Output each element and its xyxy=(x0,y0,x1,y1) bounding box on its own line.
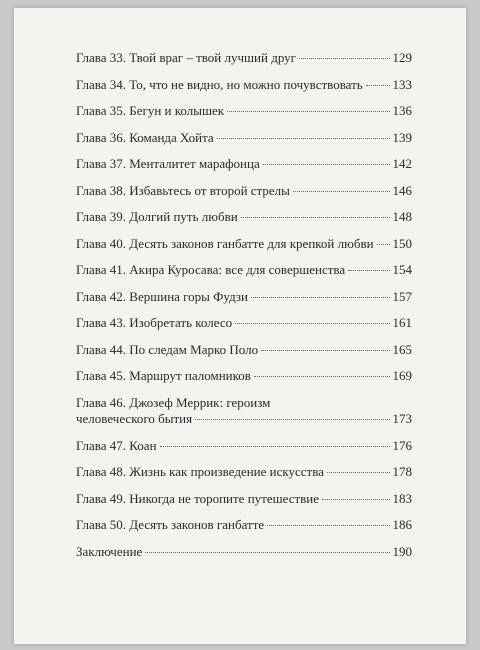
table-of-contents xyxy=(76,50,412,570)
toc-entry-label: Глава 36. Команда Хойта xyxy=(76,129,214,145)
toc-entry-label: Глава 45. Маршрут паломников xyxy=(76,368,251,383)
toc-entry-page: 136 xyxy=(392,103,412,118)
toc-entry-50 xyxy=(76,517,412,544)
toc-entry-39 xyxy=(76,209,412,236)
toc-entry-label: Глава 43. Изобретать колесо xyxy=(76,315,233,330)
toc-entry-43 xyxy=(76,315,412,342)
toc-entry-page: 173 xyxy=(392,410,412,426)
dot-leader xyxy=(254,376,390,377)
toc-entry-49 xyxy=(76,491,412,518)
toc-entry-page: 133 xyxy=(392,76,412,92)
toc-entry-page: 148 xyxy=(392,209,412,224)
toc-entry-label: Глава 44. По следам Марко Поло xyxy=(76,341,259,357)
dot-leader xyxy=(235,323,389,324)
dot-leader xyxy=(263,164,390,165)
toc-entry-36 xyxy=(76,130,412,157)
dot-leader xyxy=(261,350,389,351)
toc-entry-35 xyxy=(76,103,412,130)
dot-leader xyxy=(217,138,390,139)
dot-leader xyxy=(241,217,390,218)
toc-entry-page: 129 xyxy=(392,50,412,65)
toc-entry-page: 178 xyxy=(392,464,412,479)
toc-entry-page: 186 xyxy=(392,517,412,532)
toc-entry-38 xyxy=(76,183,412,210)
dot-leader xyxy=(160,446,390,447)
toc-entry-40 xyxy=(76,236,412,263)
toc-entry-conclusion xyxy=(76,544,412,571)
toc-entry-41 xyxy=(76,262,412,289)
toc-entry-label: Глава 35. Бегун и колышек xyxy=(76,103,225,118)
dot-leader xyxy=(348,270,389,271)
toc-entry-44 xyxy=(76,342,412,369)
book-page xyxy=(14,8,466,644)
toc-entry-label-continued: человеческого бытия xyxy=(76,410,193,426)
toc-entry-label: Глава 40. Десять законов ганбатте для крепкой любви xyxy=(76,235,374,251)
dot-leader xyxy=(267,525,389,526)
toc-entry-label: Глава 34. То, что не видно, но можно почувствовать xyxy=(76,76,363,92)
dot-leader xyxy=(366,85,390,86)
toc-entry-page: 139 xyxy=(392,129,412,145)
toc-entry-45 xyxy=(76,368,412,395)
toc-entry-34 xyxy=(76,77,412,104)
toc-entry-page: 157 xyxy=(392,288,412,304)
toc-entry-page: 176 xyxy=(392,437,412,453)
toc-entry-42 xyxy=(76,289,412,316)
toc-entry-label: Глава 49. Никогда не торопите путешествие xyxy=(76,490,320,506)
toc-entry-label: Глава 50. Десять законов ганбатте xyxy=(76,517,265,532)
toc-entry-label: Глава 37. Менталитет марафонца xyxy=(76,156,260,171)
toc-entry-label: Глава 46. Джозеф Меррик: героизм xyxy=(76,394,271,410)
toc-entry-48 xyxy=(76,464,412,491)
dot-leader xyxy=(227,111,389,112)
dot-leader xyxy=(195,419,389,420)
toc-entry-second-line xyxy=(76,411,412,427)
toc-entry-46 xyxy=(76,395,412,438)
toc-entry-page: 142 xyxy=(392,156,412,171)
toc-entry-page: 169 xyxy=(392,368,412,383)
dot-leader xyxy=(251,297,390,298)
toc-entry-page: 165 xyxy=(392,341,412,357)
toc-entry-page: 161 xyxy=(392,315,412,330)
toc-entry-label: Глава 47. Коан xyxy=(76,437,157,453)
toc-entry-page: 183 xyxy=(392,490,412,506)
dot-leader xyxy=(293,191,390,192)
dot-leader xyxy=(145,552,389,553)
toc-entry-label: Глава 41. Акира Куросава: все для совершенства xyxy=(76,262,346,277)
toc-entry-page: 146 xyxy=(392,182,412,198)
toc-entry-label: Глава 48. Жизнь как произведение искусства xyxy=(76,464,324,479)
toc-entry-label: Глава 39. Долгий путь любви xyxy=(76,209,238,224)
toc-entry-label: Глава 33. Твой враг – твой лучший друг xyxy=(76,50,296,65)
dot-leader xyxy=(322,499,389,500)
dot-leader xyxy=(377,244,390,245)
toc-entry-label: Глава 42. Вершина горы Фудзи xyxy=(76,288,248,304)
dot-leader xyxy=(299,58,390,59)
toc-entry-label: Глава 38. Избавьтесь от второй стрелы xyxy=(76,182,290,198)
toc-entry-page: 154 xyxy=(392,262,412,277)
toc-entry-page: 190 xyxy=(392,543,412,559)
toc-entry-37 xyxy=(76,156,412,183)
toc-entry-47 xyxy=(76,438,412,465)
toc-entry-page: 150 xyxy=(392,235,412,251)
toc-entry-label: Заключение xyxy=(76,543,143,559)
toc-entry-33 xyxy=(76,50,412,77)
dot-leader xyxy=(327,472,390,473)
